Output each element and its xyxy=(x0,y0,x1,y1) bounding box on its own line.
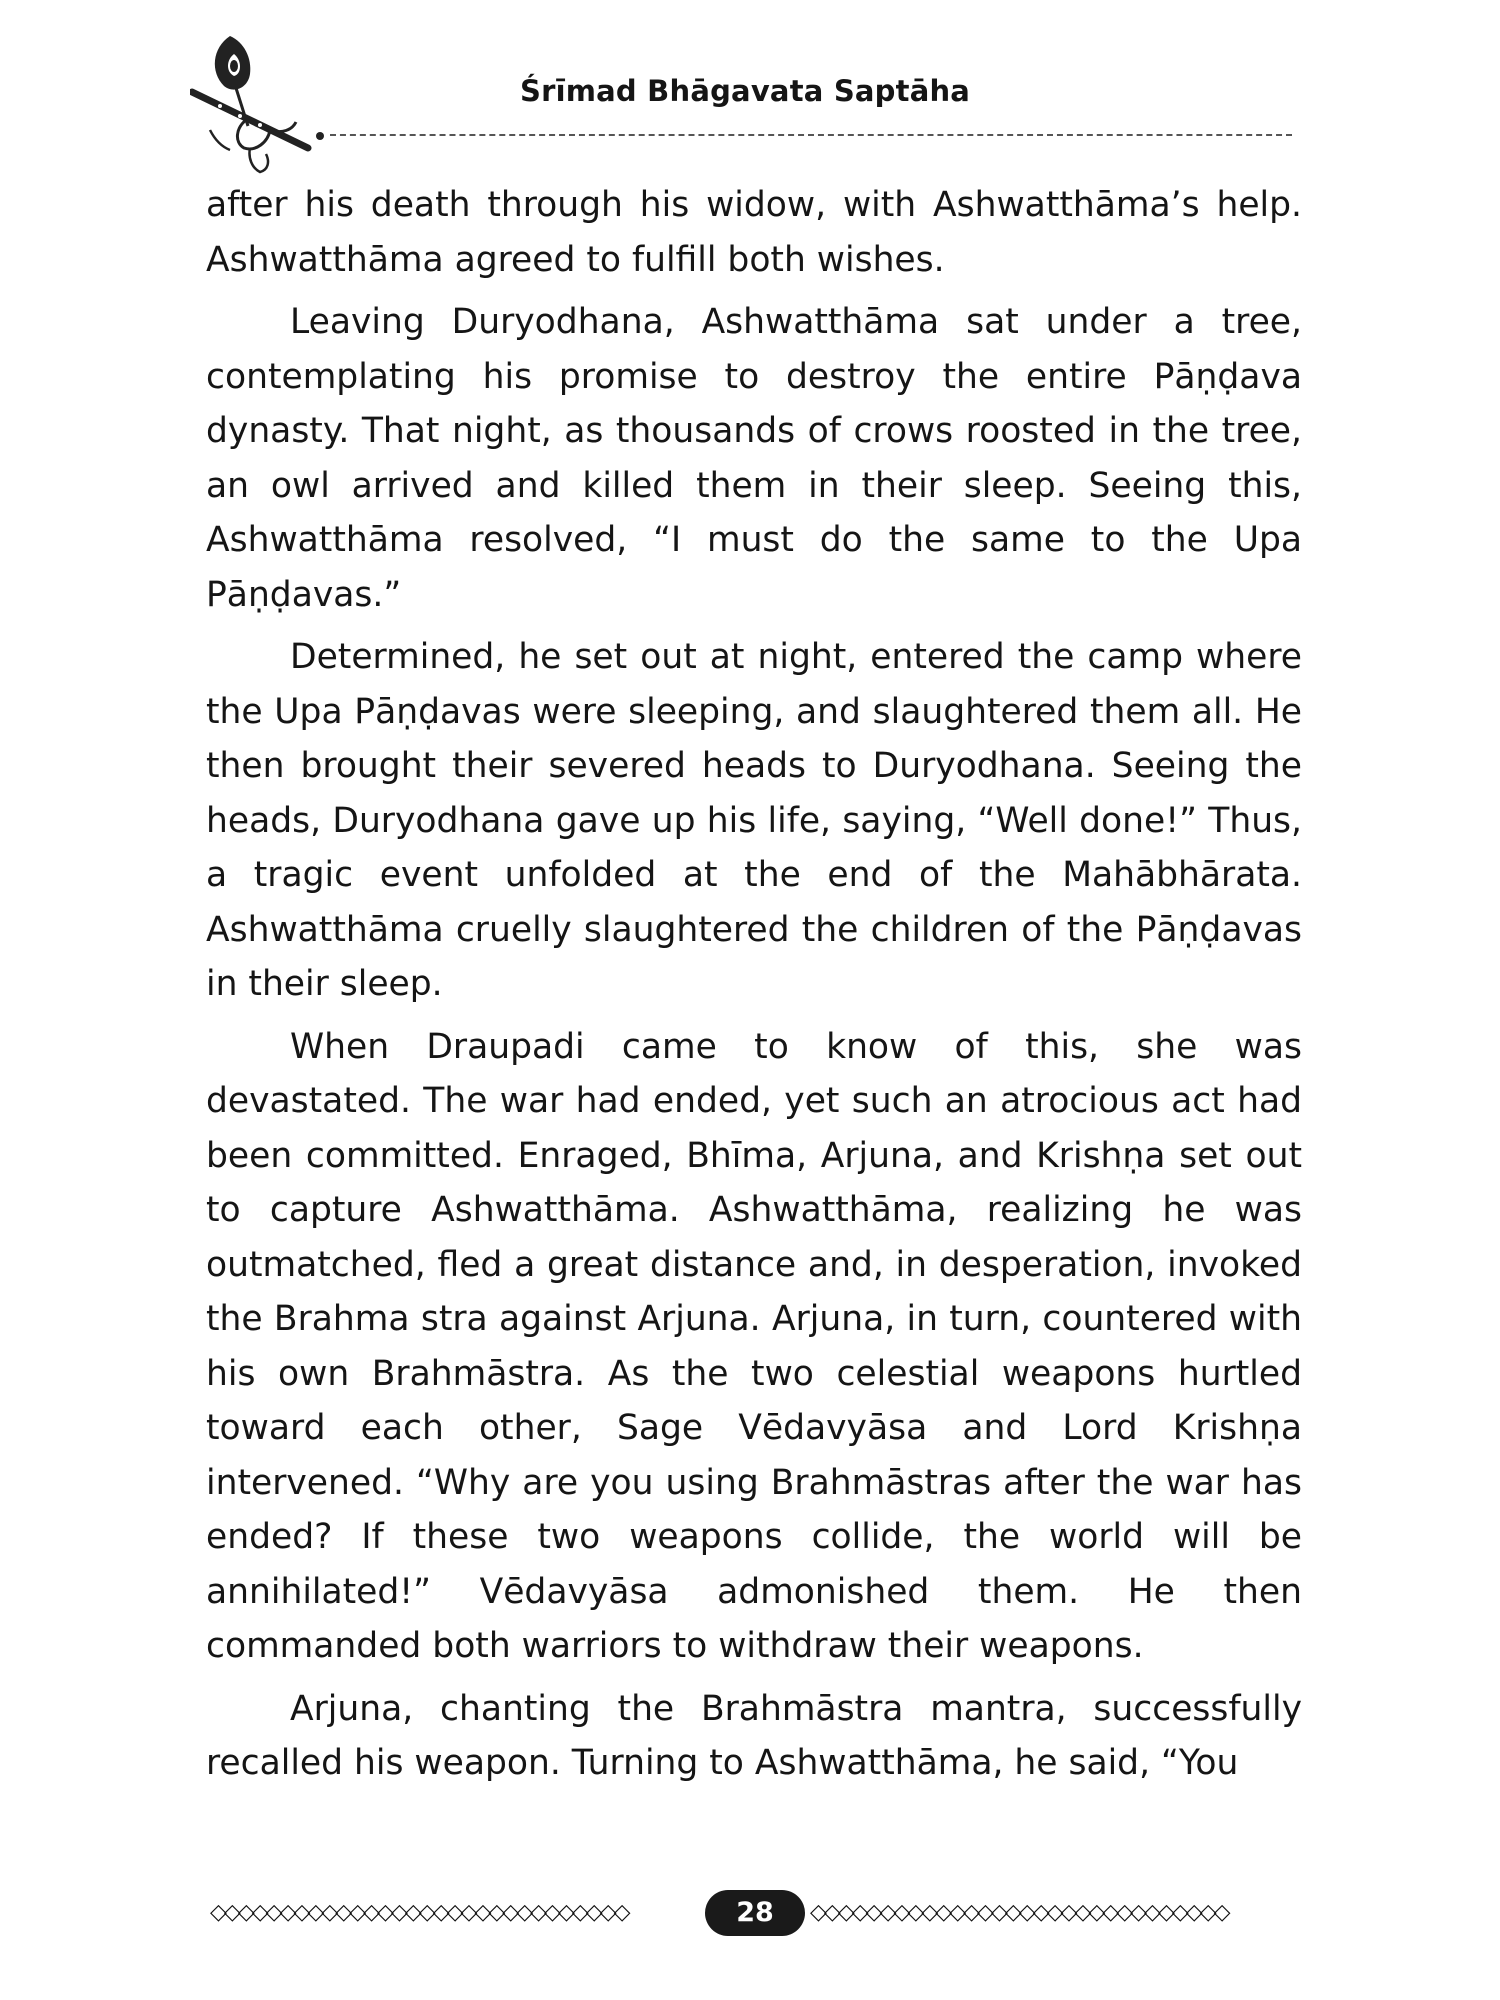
paragraph-2: Leaving Duryodhana, Ashwatthāma sat under a tree, contemplating his promise to destroy the entire Pāṇḍava dynasty. That night, as thousands of crows roosted in the tree, an owl arrived and killed them in their sleep. Seeing this, Ashwatthāma resolved, “I must do the same to the Upa Pāṇḍavas.” xyxy=(206,302,1302,615)
page-number: 28 xyxy=(705,1890,805,1936)
running-title: Śrīmad Bhāgavata Saptāha xyxy=(520,74,971,108)
flute-peacock-feather-icon xyxy=(190,30,340,180)
paragraph-1: after his death through his widow, with Ashwatthāma’s help. Ashwatthāma agreed to fulfill both wishes. xyxy=(206,185,1302,280)
header-dashed-rule xyxy=(330,134,1292,136)
paragraph-5: Arjuna, chanting the Brahmāstra mantra, successfully recalled his weapon. Turning to Ashwatthāma, he said, “You xyxy=(206,1688,1302,1783)
paragraph-4: When Draupadi came to know of this, she was devastated. The war had ended, yet such an atrocious act had been committed. Enraged, Bhīma, Arjuna, and Krishṇa set out to capture Ashwatthāma. Ashwatthāma, realizing he was outmatched, fled a great distance and, in desperation, invoked the Brahma stra against Arjuna. Arjuna, in turn, countered with his own Brahmāstra. As the two celestial weapons hurtled toward each other, Sage Vēdavyāsa and Lord Krishṇa intervened. “Why are you using Brahmāstras after the war has ended? If these two weapons collide, the world will be annihilated!” Vēdavyāsa admonished them. He then commanded both warriors to withdraw their weapons. xyxy=(206,1026,1302,1666)
page-footer xyxy=(210,1890,1300,1940)
body-text xyxy=(206,178,1302,1799)
footer-ornament-left: ◇◇◇◇◇◇◇◇◇◇◇◇◇◇◇◇◇◇◇◇◇◇◇◇◇◇◇◇◇◇ xyxy=(210,1900,628,1925)
footer-ornament-right: ◇◇◇◇◇◇◇◇◇◇◇◇◇◇◇◇◇◇◇◇◇◇◇◇◇◇◇◇◇◇ xyxy=(810,1900,1228,1925)
paragraph-3: Determined, he set out at night, entered the camp where the Upa Pāṇḍavas were sleeping, and slaughtered them all. He then brought their severed heads to Duryodhana. Seeing the heads, Duryodhana gave up his life, saying, “Well done!” Thus, a tragic event unfolded at the end of the Mahābhārata. Ashwatthāma cruelly slaughtered the children of the Pāṇḍavas in their sleep. xyxy=(206,637,1302,1004)
